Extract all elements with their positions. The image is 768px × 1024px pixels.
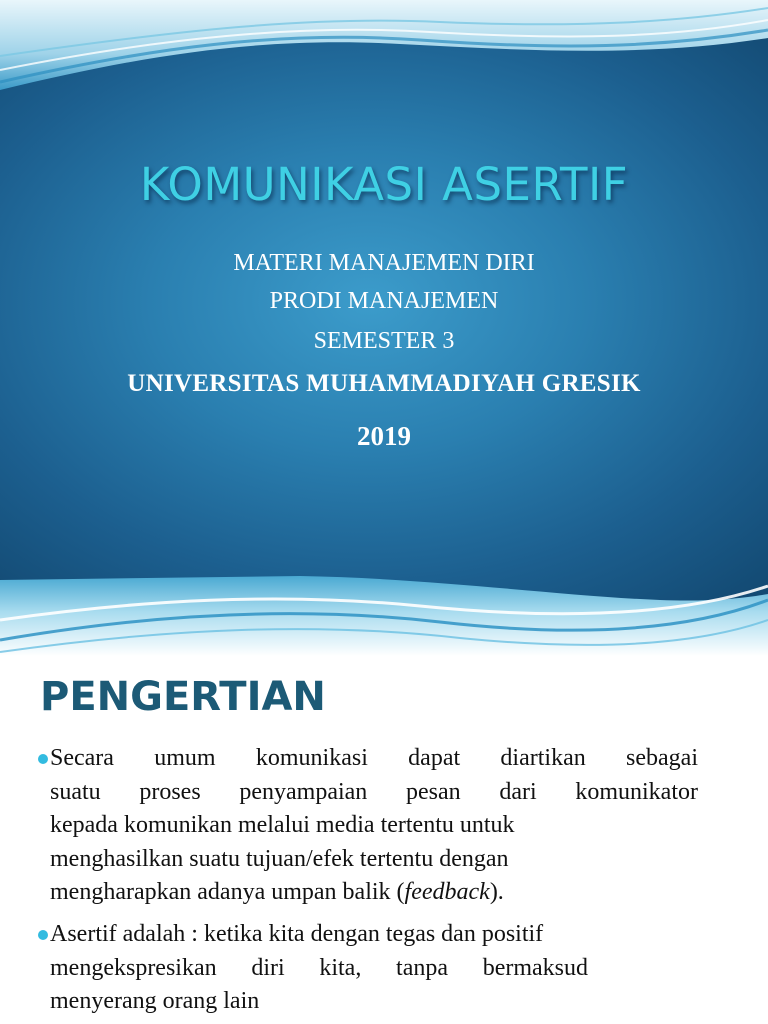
bullet-dot-icon — [38, 930, 48, 940]
subtitle-year: 2019 — [357, 421, 411, 451]
content-slide — [0, 656, 768, 1024]
bullet-line: kepada komunikan melalui media tertentu untuk — [50, 812, 515, 838]
bullet-item-assertive — [50, 918, 710, 1019]
slide-title: KOMUNIKASI ASERTIF — [139, 158, 629, 211]
slide-heading: PENGERTIAN — [40, 674, 326, 720]
subtitle-university: UNIVERSITAS MUHAMMADIYAH GRESIK — [127, 370, 641, 397]
bullet-line — [50, 876, 710, 910]
bullet-item-definition — [50, 742, 710, 910]
bullet-dot-icon — [38, 754, 48, 764]
subtitle-semester: SEMESTER 3 — [313, 328, 455, 354]
bullet-line: Asertif adalah : ketika kita dengan tegas dan positif — [50, 921, 544, 947]
bullet-line: Secara umum komunikasi dapat diartikan sebagai — [50, 745, 698, 771]
bullet-line: mengekspresikan diri kita, tanpa bermaksud — [50, 954, 588, 981]
bullet-text: ). — [489, 879, 504, 905]
subtitle-course: MATERI MANAJEMEN DIRI — [233, 250, 535, 276]
bullet-line: menghasilkan suatu tujuan/efek tertentu dengan — [50, 845, 509, 872]
italic-term: feedback — [404, 879, 490, 905]
bullet-line: suatu proses penyampaian pesan dari komunikator — [50, 778, 698, 805]
bullet-text: mengharapkan adanya umpan balik ( — [50, 879, 405, 905]
bullet-line: menyerang orang lain — [50, 988, 260, 1014]
subtitle-program: PRODI MANAJEMEN — [269, 288, 499, 314]
